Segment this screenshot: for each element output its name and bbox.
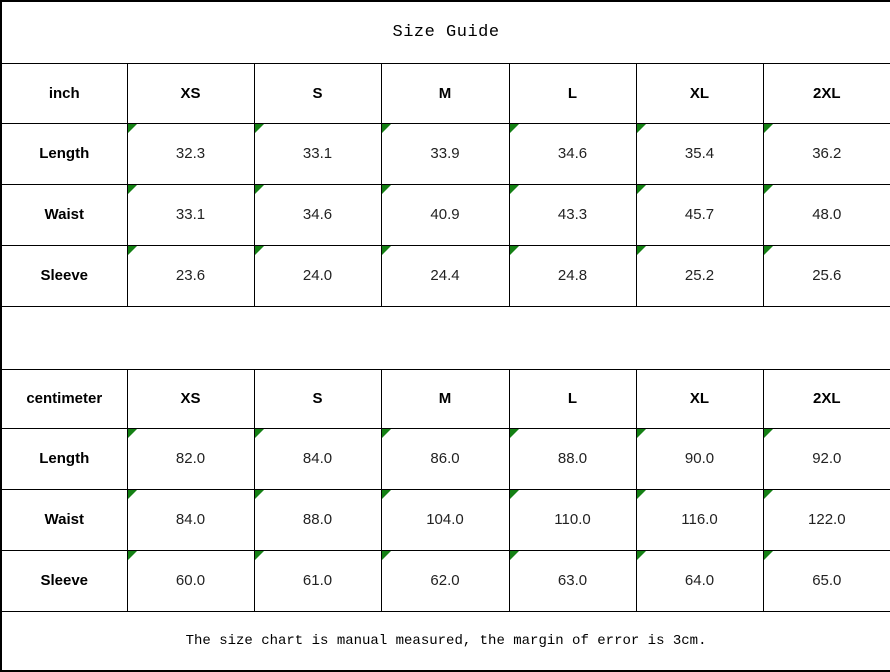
size-value: 45.7 <box>684 205 715 223</box>
value-cell <box>509 489 636 550</box>
size-value: 23.6 <box>175 266 206 284</box>
cm-sleeve-row <box>1 550 890 611</box>
size-value: 24.0 <box>302 266 333 284</box>
size-header-l: L <box>509 369 636 428</box>
value-cell <box>381 489 509 550</box>
inch-sleeve-row <box>1 245 890 306</box>
size-value: 64.0 <box>684 571 715 589</box>
value-cell <box>636 245 763 306</box>
cell-corner-marker-icon <box>764 551 773 560</box>
size-value: 122.0 <box>808 510 846 528</box>
value-cell <box>636 184 763 245</box>
cell-corner-marker-icon <box>510 185 519 194</box>
size-value: 88.0 <box>302 510 333 528</box>
cell-corner-marker-icon <box>255 246 264 255</box>
size-value: 33.1 <box>302 144 333 162</box>
row-label-length: Length <box>1 123 127 184</box>
cell-corner-marker-icon <box>382 429 391 438</box>
centimeter-header-row <box>1 369 890 428</box>
cell-corner-marker-icon <box>382 185 391 194</box>
value-cell <box>763 550 890 611</box>
cell-corner-marker-icon <box>764 246 773 255</box>
row-label-waist: Waist <box>1 489 127 550</box>
size-value: 88.0 <box>557 449 588 467</box>
cell-corner-marker-icon <box>128 490 137 499</box>
size-value: 48.0 <box>812 205 842 223</box>
value-cell <box>254 123 381 184</box>
size-header-xs: XS <box>127 369 254 428</box>
size-value: 61.0 <box>302 571 333 589</box>
value-cell <box>254 550 381 611</box>
cell-corner-marker-icon <box>255 185 264 194</box>
size-header-s: S <box>254 63 381 123</box>
value-cell <box>254 245 381 306</box>
footer-note: The size chart is manual measured, the margin of error is 3cm. <box>1 611 890 671</box>
cell-corner-marker-icon <box>255 551 264 560</box>
row-label-length: Length <box>1 428 127 489</box>
size-value: 116.0 <box>681 510 718 528</box>
size-value: 62.0 <box>430 571 460 589</box>
value-cell <box>509 550 636 611</box>
size-value: 25.2 <box>684 266 715 284</box>
page-title: Size Guide <box>1 1 890 63</box>
size-value: 104.0 <box>426 510 464 528</box>
cell-corner-marker-icon <box>764 490 773 499</box>
unit-header-inch: inch <box>1 63 127 123</box>
size-value: 65.0 <box>812 571 842 589</box>
cell-corner-marker-icon <box>637 429 646 438</box>
cell-corner-marker-icon <box>255 490 264 499</box>
size-header-xl: XL <box>636 63 763 123</box>
cell-corner-marker-icon <box>382 124 391 133</box>
value-cell <box>763 428 890 489</box>
value-cell <box>763 489 890 550</box>
size-header-xs: XS <box>127 63 254 123</box>
row-label-waist: Waist <box>1 184 127 245</box>
size-value: 90.0 <box>684 449 715 467</box>
value-cell <box>127 550 254 611</box>
value-cell <box>763 184 890 245</box>
size-value: 86.0 <box>430 449 460 467</box>
size-value: 33.9 <box>430 144 460 162</box>
size-header-m: M <box>381 63 509 123</box>
inch-header-row <box>1 63 890 123</box>
size-value: 43.3 <box>557 205 588 223</box>
cell-corner-marker-icon <box>637 185 646 194</box>
cell-corner-marker-icon <box>637 490 646 499</box>
footer-row <box>1 611 890 671</box>
size-header-2xl: 2XL <box>763 369 890 428</box>
cell-corner-marker-icon <box>128 429 137 438</box>
inch-length-row <box>1 123 890 184</box>
value-cell <box>763 245 890 306</box>
cell-corner-marker-icon <box>510 551 519 560</box>
cell-corner-marker-icon <box>382 246 391 255</box>
cm-waist-row <box>1 489 890 550</box>
value-cell <box>509 123 636 184</box>
cell-corner-marker-icon <box>510 124 519 133</box>
size-header-xl: XL <box>636 369 763 428</box>
cell-corner-marker-icon <box>128 246 137 255</box>
size-value: 84.0 <box>302 449 333 467</box>
size-header-m: M <box>381 369 509 428</box>
value-cell <box>127 245 254 306</box>
value-cell <box>254 184 381 245</box>
value-cell <box>636 489 763 550</box>
cell-corner-marker-icon <box>637 246 646 255</box>
cell-corner-marker-icon <box>764 429 773 438</box>
title-row <box>1 1 890 63</box>
value-cell <box>381 428 509 489</box>
value-cell <box>127 123 254 184</box>
cell-corner-marker-icon <box>382 551 391 560</box>
value-cell <box>763 123 890 184</box>
cell-corner-marker-icon <box>255 429 264 438</box>
unit-header-centimeter: centimeter <box>1 369 127 428</box>
value-cell <box>127 489 254 550</box>
cell-corner-marker-icon <box>128 124 137 133</box>
cm-length-row <box>1 428 890 489</box>
cell-corner-marker-icon <box>764 124 773 133</box>
size-value: 25.6 <box>812 266 842 284</box>
cell-corner-marker-icon <box>637 551 646 560</box>
value-cell <box>254 428 381 489</box>
spacer-row <box>1 306 890 369</box>
value-cell <box>509 428 636 489</box>
value-cell <box>509 245 636 306</box>
size-value: 36.2 <box>812 144 842 162</box>
size-value: 110.0 <box>554 510 591 528</box>
spacer-cell <box>1 306 890 369</box>
cell-corner-marker-icon <box>637 124 646 133</box>
row-label-sleeve: Sleeve <box>1 245 127 306</box>
inch-waist-row <box>1 184 890 245</box>
size-value: 24.4 <box>430 266 460 284</box>
value-cell <box>127 428 254 489</box>
value-cell <box>381 184 509 245</box>
cell-corner-marker-icon <box>382 490 391 499</box>
value-cell <box>381 245 509 306</box>
size-value: 34.6 <box>302 205 333 223</box>
size-header-s: S <box>254 369 381 428</box>
value-cell <box>636 428 763 489</box>
cell-corner-marker-icon <box>510 429 519 438</box>
size-value: 32.3 <box>175 144 206 162</box>
cell-corner-marker-icon <box>128 551 137 560</box>
value-cell <box>127 184 254 245</box>
row-label-sleeve: Sleeve <box>1 550 127 611</box>
size-value: 60.0 <box>175 571 206 589</box>
size-value: 82.0 <box>175 449 206 467</box>
value-cell <box>254 489 381 550</box>
value-cell <box>381 123 509 184</box>
size-value: 33.1 <box>175 205 206 223</box>
cell-corner-marker-icon <box>128 185 137 194</box>
size-value: 40.9 <box>430 205 460 223</box>
cell-corner-marker-icon <box>510 246 519 255</box>
size-value: 34.6 <box>557 144 588 162</box>
value-cell <box>381 550 509 611</box>
size-value: 35.4 <box>684 144 715 162</box>
size-value: 84.0 <box>175 510 206 528</box>
size-header-l: L <box>509 63 636 123</box>
value-cell <box>636 550 763 611</box>
size-header-2xl: 2XL <box>763 63 890 123</box>
cell-corner-marker-icon <box>510 490 519 499</box>
value-cell <box>636 123 763 184</box>
size-value: 63.0 <box>557 571 588 589</box>
size-value: 92.0 <box>812 449 842 467</box>
cell-corner-marker-icon <box>764 185 773 194</box>
cell-corner-marker-icon <box>255 124 264 133</box>
size-value: 24.8 <box>557 266 588 284</box>
value-cell <box>509 184 636 245</box>
